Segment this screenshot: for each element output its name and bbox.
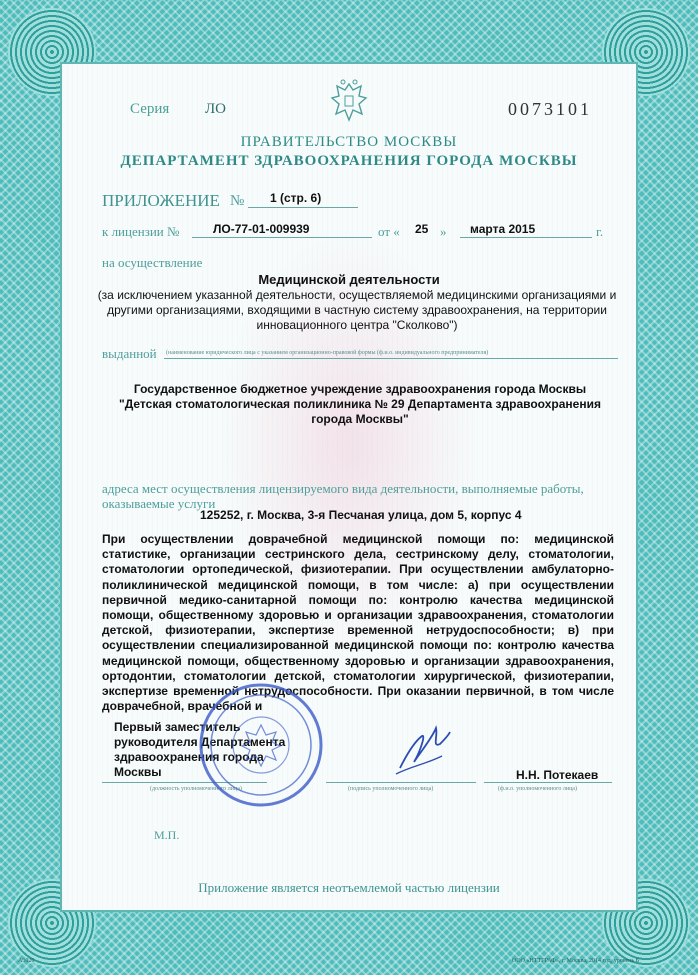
issued-label: выданной — [102, 346, 157, 361]
services-text: При осуществлении доврачебной медицинской помощи по: медицинской статистике, организации сестринского дела, сестринскому делу, стоматологии, стоматологии ортопедической, физиотерапии. При осуществлении амбулаторно-поликлинической медицинской помощи, в том числе: а) при осуществлении первичной медико-санитарной помощи по: контролю качества медицинской помощи, общественному здоровью и организации здравоохранения, стоматологии детской, физиотерапии, экспертизе временной нетрудоспособности; в) при осуществлении специализированной медицинской помощи по: контролю качества медицинской помощи, общественному здоровью и организации здравоохранения, ортодонтии, стоматологии детской, стоматологии хирургической, физиотерапии, экспертизе временной нетрудоспособности. При оказании первичной, в том числе доврачебной, врачебной и — [102, 532, 614, 714]
appendix-label: ПРИЛОЖЕНИЕ — [102, 191, 220, 210]
underline — [460, 237, 592, 238]
underline — [248, 207, 358, 208]
form-code: A3026 — [18, 958, 35, 964]
official-stamp-icon — [196, 680, 326, 810]
government-title: ПРАВИТЕЛЬСТВО МОСКВЫ — [240, 134, 458, 150]
underline — [484, 782, 612, 783]
signer-name: Н.Н. Потекаев — [516, 768, 599, 782]
underline — [192, 237, 372, 238]
appendix-number-sign: № — [230, 193, 245, 209]
department-title: ДЕПАРТАМЕНТ ЗДРАВООХРАНЕНИЯ ГОРОДА МОСКВЫ — [120, 153, 578, 169]
document-number: 0073101 — [508, 99, 592, 119]
activity-title: Медицинской деятельности — [258, 272, 440, 287]
license-month-year: марта 2015 — [470, 222, 536, 236]
underline — [164, 358, 618, 359]
license-from: от « — [378, 224, 400, 239]
footer-note: Приложение является неотъемлемой частью лицензии — [198, 880, 500, 895]
hint-position: (должность уполномоченного лица) — [150, 786, 242, 792]
license-label: к лицензии № — [102, 224, 180, 239]
handwritten-signature-icon — [392, 716, 454, 782]
coat-of-arms-icon — [328, 78, 370, 126]
appendix-value: 1 (стр. 6) — [270, 191, 322, 205]
printer-info: ООО «НТТГРАФ», г. Москва, 2014 год, уровень Б — [512, 958, 640, 964]
license-day: 25 — [415, 222, 429, 236]
activity-label: на осуществление — [102, 255, 203, 270]
underline — [326, 782, 476, 783]
signer-position: Первый заместитель руководителя Департамента здравоохранения города Москвы — [114, 720, 286, 779]
license-number: ЛО-77-01-009939 — [213, 222, 310, 236]
license-close-quote: » — [440, 224, 447, 239]
address-value: 125252, г. Москва, 3-я Песчаная улица, дом 5, корпус 4 — [200, 508, 522, 522]
stamp-place-label: М.П. — [154, 828, 180, 842]
address-label: адреса мест осуществления лицензируемого вида деятельности, выполняемые работы, оказываемые услуги — [102, 481, 584, 511]
organization-name: Государственное бюджетное учреждение здравоохранения города Москвы "Детская стоматологическая поликлиника № 29 Департамента здравоохранения города Москвы" — [119, 382, 601, 426]
series-value: ЛО — [205, 101, 227, 117]
license-year-suffix: г. — [596, 224, 604, 239]
hint-name: (ф.и.о. уполномоченного лица) — [498, 786, 577, 792]
hint-signature: (подпись уполномоченного лица) — [348, 786, 434, 792]
issued-hint: (наименование юридического лица с указанием организационно-правовой формы (ф.и.о. индивидуального предпринимателя) — [166, 350, 489, 356]
series-label: Серия — [130, 101, 170, 117]
activity-note: (за исключением указанной деятельности, осуществляемой медицинскими организациями и другими организациями, входящими в частную систему здравоохранения, на территории инновационного центра "Сколково") — [97, 288, 617, 332]
